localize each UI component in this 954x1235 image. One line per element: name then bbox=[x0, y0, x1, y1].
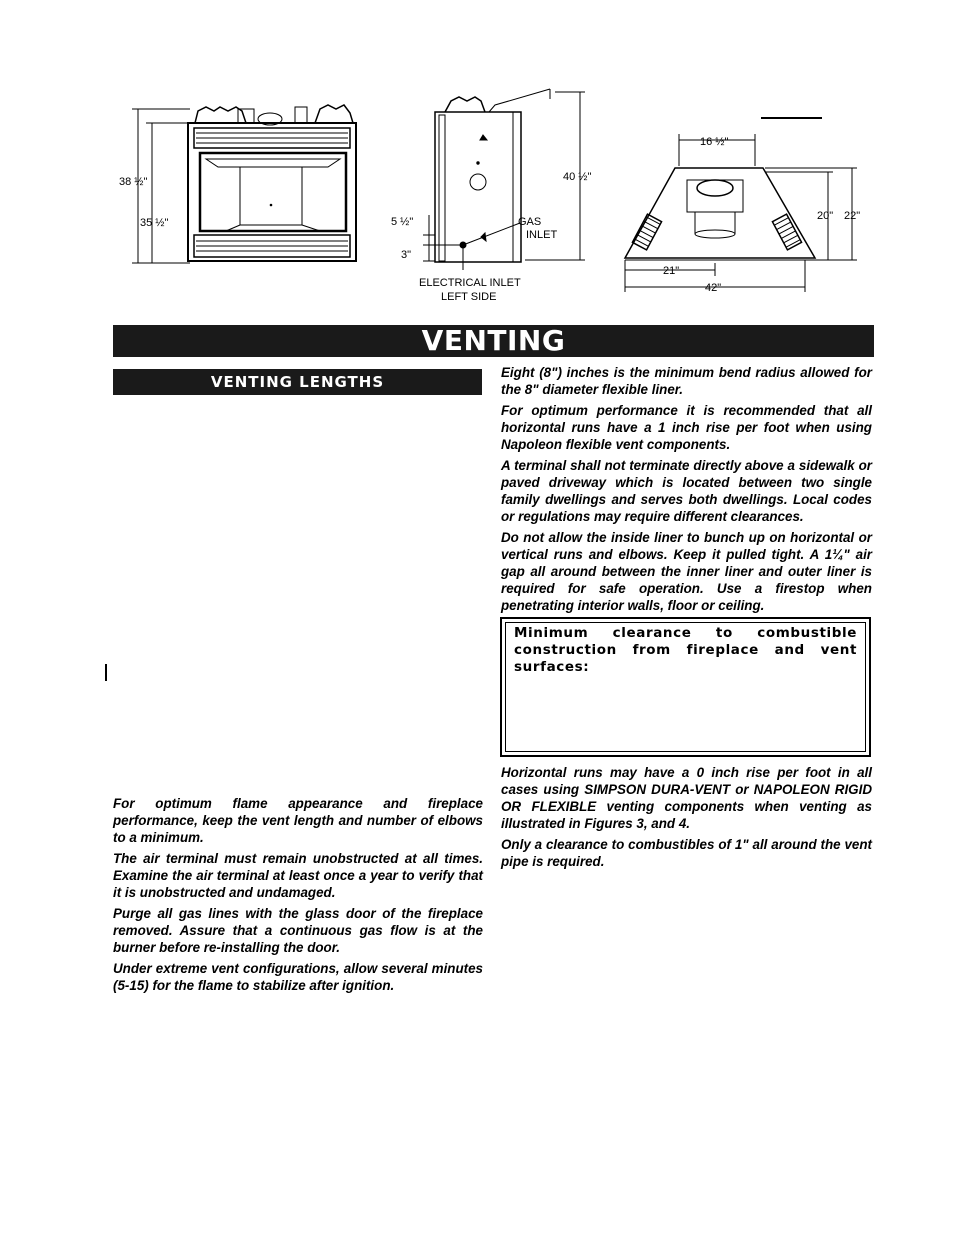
paragraph-air-terminal: The air terminal must remain unobstructed at all times. Examine the air terminal at least once a year to verify that it is unobstructed and undamaged. bbox=[113, 851, 483, 900]
right-column bbox=[501, 364, 872, 618]
dim-depth-1-label: 20" bbox=[817, 210, 834, 222]
paragraph-zero-rise: Horizontal runs may have a 0 inch rise per foot in all cases using SIMPSON DURA-VENT or NAPOLEON RIGID OR FLEXIBLE venting components when venting as illustrated in Figures 3, and 4. bbox=[501, 765, 872, 831]
front-view-diagram bbox=[110, 95, 370, 270]
gas-inlet-label-2: INLET bbox=[526, 229, 558, 241]
gas-inlet-label-1: GAS bbox=[518, 216, 542, 228]
left-column bbox=[113, 795, 483, 998]
dim-gas-height-label: 5 ½" bbox=[391, 216, 414, 228]
clearance-box-text: Minimum clearance to combustible construction from fireplace and vent surfaces: bbox=[514, 625, 857, 675]
dim-half-width-label: 21" bbox=[663, 265, 680, 277]
paragraph-liner: Do not allow the inside liner to bunch up on horizontal or vertical runs and elbows. Keep it pulled tight. A 1¼" air gap all around between the inner liner and outer liner is required for safe operation. Use a firestop when penetrating interior walls, floor or ceiling. bbox=[501, 530, 872, 613]
dim-depth-2-label: 22" bbox=[844, 210, 861, 222]
dim-height-label: 40 ½" bbox=[563, 171, 592, 183]
paragraph-horizontal-rise: For optimum performance it is recommended that all horizontal runs have a 1 inch rise per foot when using Napoleon flexible vent components. bbox=[501, 403, 872, 452]
electrical-inlet-label-2: LEFT SIDE bbox=[441, 291, 497, 303]
paragraph-flame-appearance: For optimum flame appearance and fireplace performance, keep the vent length and number of elbows to a minimum. bbox=[113, 796, 483, 845]
change-bar bbox=[105, 664, 107, 681]
dim-elec-height-label: 3" bbox=[401, 249, 412, 261]
dim-width-label: 42" bbox=[705, 282, 722, 294]
paragraph-purge-gas: Purge all gas lines with the glass door of the fireplace removed. Assure that a continuous gas flow is at the burner before re-installing the door. bbox=[113, 906, 483, 955]
clearance-box bbox=[500, 617, 871, 757]
paragraph-vent-clearance: Only a clearance to combustibles of 1" all around the vent pipe is required. bbox=[501, 837, 872, 869]
dim-total-height-label: 38 ½" bbox=[119, 176, 148, 188]
dim-opening-height-label: 35 ½" bbox=[140, 217, 169, 229]
paragraph-bend-radius: Eight (8") inches is the minimum bend radius allowed for the 8" diameter flexible liner. bbox=[501, 365, 872, 397]
dim-top-width-label: 16 ½" bbox=[700, 136, 729, 148]
right-column-lower bbox=[501, 764, 872, 874]
subsection-title: VENTING LENGTHS bbox=[113, 369, 482, 395]
paragraph-terminal-location: A terminal shall not terminate directly above a sidewalk or paved driveway which is located between two single family dwellings and serves both dwellings. Local codes or regulations may require different clearances. bbox=[501, 458, 872, 524]
top-view-diagram bbox=[615, 110, 865, 300]
section-title: VENTING bbox=[113, 325, 874, 357]
paragraph-extreme-vent: Under extreme vent configurations, allow several minutes (5-15) for the flame to stabilize after ignition. bbox=[113, 961, 483, 993]
side-view-diagram bbox=[385, 85, 600, 305]
electrical-inlet-label-1: ELECTRICAL INLET bbox=[419, 277, 521, 289]
